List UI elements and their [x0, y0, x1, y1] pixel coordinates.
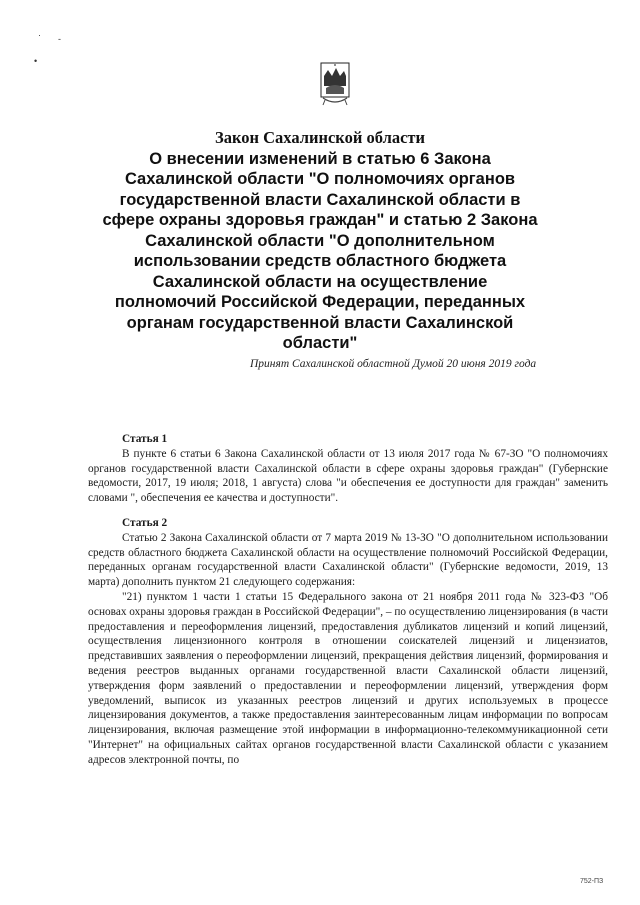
title-line: области" [282, 334, 358, 352]
coat-of-arms-icon [320, 62, 350, 106]
title-line: органам государственной власти Сахалинской [126, 313, 514, 332]
title-line: Сахалинской области "О полномочиях органов [124, 170, 516, 188]
page-code: 752-ПЗ [580, 878, 604, 885]
article-2-text: Статью 2 Закона Сахалинской области от 7 марта 2019 № 13-ЗО "О дополнительном использовании средств областного бюджета Сахалинской области на осуществление полномочий Российской Федерации, переданных органам государственной власти Сахалинской области" (Губернские ведомости, 2019, 13 марта) дополнить пунктом 21 следующего содержания: [88, 531, 608, 589]
article-2-quote: "21) пунктом 1 части 1 статьи 15 Федерального закона от 21 ноября 2011 года № 323-ФЗ "Об основах охраны здоровья граждан в Российской Федерации", – по осуществлению лицензирования (в части предоставления и переоформления лицензий, предоставления дубликатов лицензий и копий лицензий, осуществления лицензионного контроля в отношении соискателей лицензий и лицензиатов, представивших заявления о переоформлении лицензий, прекращения действия лицензий, формирования и ведения реестров выданных органами государственной власти Сахалинской области лицензий, утверждения форм заявлений о предоставлении и переоформлении лицензий, утверждения форм уведомлений, выписок из указанных реестров лицензий и других используемых в процессе лицензирования документов, а также предоставления заинтересованным лицам информации по вопросам лицензирования, включая размещение этой информации в информационно-телекоммуникационной сети "Интернет" на официальных сайтах органов государственной власти Сахалинской области с указанием адресов электронной почты, по [88, 590, 608, 766]
law-type-heading: Закон Сахалинской области [214, 128, 426, 147]
title-line: полномочий Российской Федерации, переданных [114, 293, 526, 311]
title-line: сфере охраны здоровья граждан" и статью 2 Закона [102, 211, 538, 229]
scan-mark: - [58, 34, 61, 44]
title-line: Сахалинской области на осуществление [152, 272, 488, 291]
article-1-text: В пункте 6 статьи 6 Закона Сахалинской области от 13 июля 2017 года № 67-ЗО "О полномочиях органов государственной власти Сахалинской области в сфере охраны здоровья граждан" (Губернские ведомости, 2017, 19 июля; 2018, 1 августа) слова "и обеспечения ее доступности для граждан" заменить словами ", обеспечения ее качества и доступности". [88, 447, 608, 505]
title-line: государственной власти Сахалинской области в [119, 190, 521, 209]
title-line: О внесении изменений в статью 6 Закона [149, 149, 491, 168]
law-title [100, 128, 540, 354]
article-2-heading: Статья 2 [122, 516, 168, 529]
title-line: Сахалинской области "О дополнительном [145, 231, 495, 250]
scan-mark: · [38, 30, 41, 40]
adoption-note: Принят Сахалинской областной Думой 20 июня 2019 года [250, 358, 537, 370]
scan-mark: • [34, 56, 38, 66]
title-line: использовании средств областного бюджета [133, 252, 507, 270]
document-body [88, 432, 608, 768]
article-1-heading: Статья 1 [122, 433, 168, 445]
